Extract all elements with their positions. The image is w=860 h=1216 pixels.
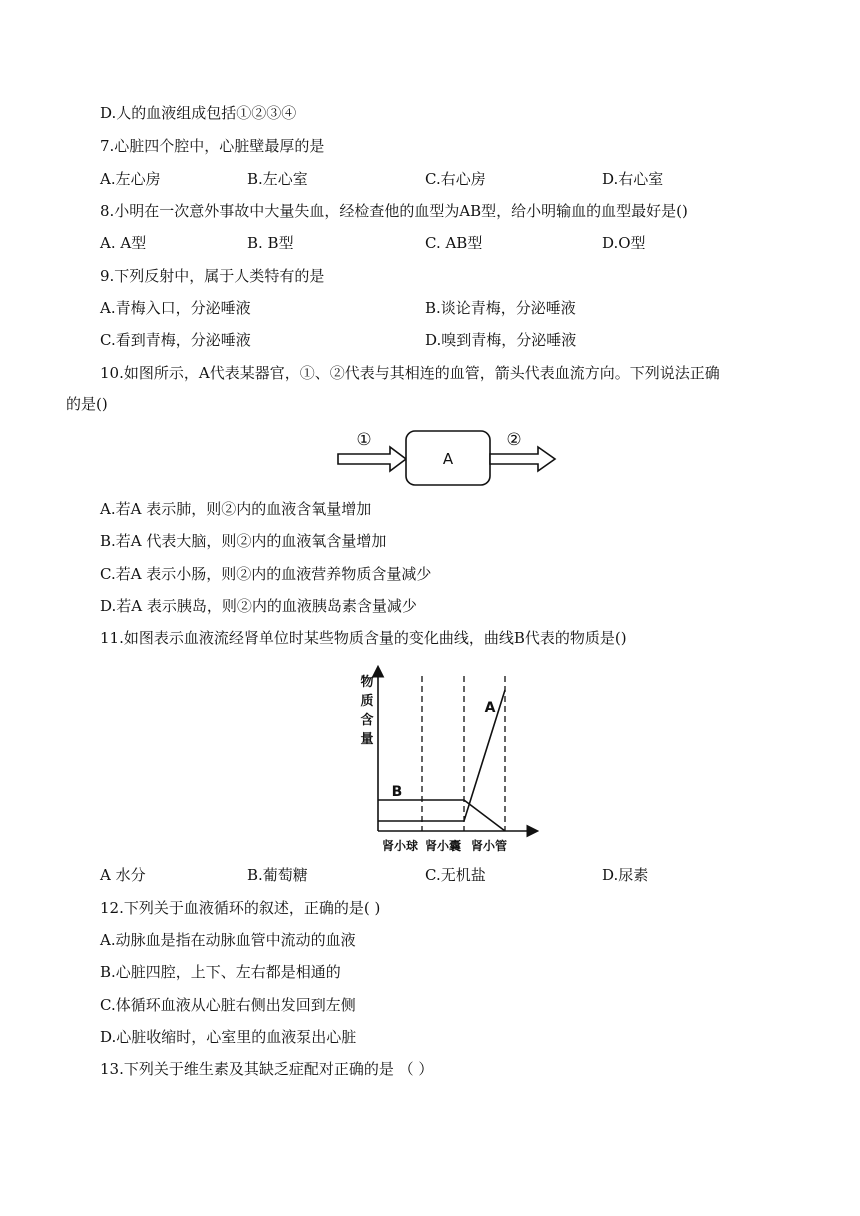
- organ-label: A: [442, 450, 454, 468]
- q9-option-b: B.谈论青梅，分泌唾液: [425, 299, 576, 317]
- inflow-arrow: [338, 447, 406, 471]
- q7-option-b: B.左心室: [247, 170, 308, 188]
- curve-a-label: A: [484, 700, 496, 716]
- y-label-char-3: 含: [360, 713, 374, 728]
- q12-stem: 12.下列关于血液循环的叙述，正确的是( ): [100, 899, 381, 917]
- q9-option-c: C.看到青梅，分泌唾液: [100, 331, 251, 349]
- x-label-capsule: 肾小囊: [424, 839, 462, 853]
- y-label-char-1: 物: [360, 675, 374, 690]
- q10-option-d: D.若A 表示胰岛，则②内的血液胰岛素含量减少: [100, 597, 417, 615]
- q12-option-a: A.动脉血是指在动脉血管中流动的血液: [100, 931, 356, 949]
- q11-option-c: C.无机盐: [425, 866, 486, 884]
- outflow-arrow: [490, 447, 555, 471]
- x-label-glomerulus: 肾小球: [381, 839, 419, 853]
- y-label-char-4: 量: [360, 732, 374, 747]
- q12-option-b: B.心脏四腔，上下、左右都是相通的: [100, 963, 341, 981]
- q10-option-c: C.若A 表示小肠，则②内的血液营养物质含量减少: [100, 565, 432, 583]
- x-label-tubule: 肾小管: [470, 839, 508, 853]
- q11-option-b: B.葡萄糖: [247, 866, 308, 884]
- q10-option-b: B.若A 代表大脑，则②内的血液氧含量增加: [100, 532, 387, 550]
- q13-stem: 13.下列关于维生素及其缺乏症配对正确的是 （ ）: [100, 1060, 434, 1078]
- q12-option-c: C.体循环血液从心脏右侧出发回到左侧: [100, 996, 356, 1014]
- q7-option-d: D.右心室: [602, 170, 664, 188]
- q12-option-d: D.心脏收缩时，心室里的血液泵出心脏: [100, 1028, 357, 1046]
- q11-option-d: D.尿素: [602, 866, 649, 884]
- y-label-char-2: 质: [360, 694, 374, 709]
- q9-option-d: D.嗅到青梅，分泌唾液: [425, 331, 577, 349]
- q8-option-c: C. AB型: [425, 234, 483, 252]
- q9-stem: 9.下列反射中，属于人类特有的是: [100, 267, 325, 285]
- vessel-1-label: ①: [356, 430, 372, 450]
- q10-option-a: A.若A 表示肺，则②内的血液含氧量增加: [100, 500, 372, 518]
- q11-option-a: A 水分: [100, 866, 146, 884]
- q9-option-a: A.青梅入口，分泌唾液: [100, 299, 251, 317]
- q7-option-c: C.右心房: [425, 170, 486, 188]
- q11-kidney-curve-diagram: [352, 660, 544, 858]
- curve-b-line: [378, 800, 505, 831]
- q8-option-a: A. A型: [100, 234, 147, 252]
- q6-option-d: D.人的血液组成包括①②③④: [100, 104, 297, 122]
- q8-option-d: D.O型: [602, 234, 646, 252]
- q11-stem: 11.如图表示血液流经肾单位时某些物质含量的变化曲线，曲线B代表的物质是(): [100, 629, 627, 647]
- q10-stem-line1: 10.如图所示，A代表某器官，①、②代表与其相连的血管，箭头代表血流方向。下列说法正确: [100, 364, 720, 382]
- q7-stem: 7.心脏四个腔中，心脏壁最厚的是: [100, 137, 325, 155]
- q10-organ-diagram: [330, 425, 565, 487]
- q8-option-b: B. B型: [247, 234, 294, 252]
- q10-stem-line2: 的是(): [66, 395, 108, 413]
- vessel-2-label: ②: [506, 430, 522, 450]
- q7-option-a: A.左心房: [100, 170, 161, 188]
- curve-b-label: B: [391, 784, 403, 800]
- q8-stem: 8.小明在一次意外事故中大量失血，经检查他的血型为AB型，给小明输血的血型最好是(): [100, 202, 688, 220]
